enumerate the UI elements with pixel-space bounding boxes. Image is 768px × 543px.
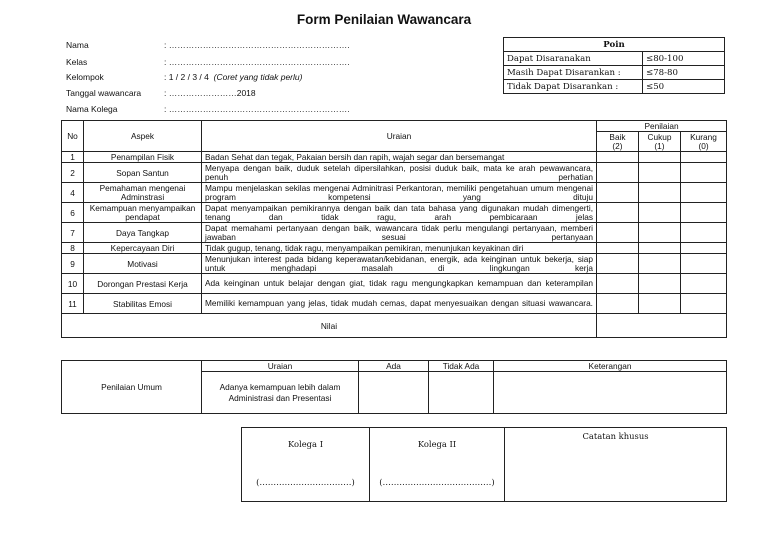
header-no: No xyxy=(62,121,84,152)
kolega-2-signature-line: (…………………………………) xyxy=(379,477,495,487)
score-cell-kurang[interactable] xyxy=(681,203,727,223)
score-cell-baik[interactable] xyxy=(597,223,639,243)
poin-row xyxy=(504,66,725,80)
field-kelompok-label: Kelompok xyxy=(66,72,104,82)
table-row xyxy=(62,274,727,294)
score-cell-cukup[interactable] xyxy=(639,163,681,183)
row-uraian: Memiliki kemampuan yang jelas, tidak mudah cemas, dapat menyesuaikan dengan situasi wawancara. xyxy=(202,294,597,314)
field-nama-kolega-value[interactable]: : ………………………………………………………. xyxy=(164,104,350,114)
header-ada: Ada xyxy=(359,361,429,372)
poin-label: Masih Dapat Disarankan : xyxy=(504,66,643,80)
row-no: 7 xyxy=(62,223,84,243)
poin-value: ≤50 xyxy=(643,80,725,94)
table-row xyxy=(62,223,727,243)
kolega-1-signature-line: (……………………………) xyxy=(256,477,355,487)
score-cell-kurang[interactable] xyxy=(681,243,727,254)
score-cell-baik[interactable] xyxy=(597,163,639,183)
field-tanggal-value[interactable]: : ……………………2018 xyxy=(164,88,256,98)
field-kelas xyxy=(66,57,350,67)
score-cell-kurang[interactable] xyxy=(681,294,727,314)
row-aspek: Motivasi xyxy=(84,254,202,274)
general-assessment-table xyxy=(61,360,727,414)
score-cell-baik[interactable] xyxy=(597,152,639,163)
table-row xyxy=(62,254,727,274)
table-row xyxy=(62,243,727,254)
row-no: 9 xyxy=(62,254,84,274)
keterangan-cell[interactable] xyxy=(494,372,727,414)
table-row xyxy=(62,152,727,163)
field-tanggal xyxy=(66,88,256,98)
general-assessment-label: Penilaian Umum xyxy=(62,361,202,414)
form-title: Form Penilaian Wawancara xyxy=(296,12,472,27)
nilai-label: Nilai xyxy=(62,314,597,338)
score-cell-baik[interactable] xyxy=(597,274,639,294)
field-kelas-label: Kelas xyxy=(66,57,88,67)
row-uraian: Menyapa dengan baik, duduk setelah dipersilahkan, posisi duduk baik, mata ke arah pewawancara, penuh perhatian xyxy=(202,163,597,183)
tidak-ada-cell[interactable] xyxy=(429,372,494,414)
row-aspek: Daya Tangkap xyxy=(84,223,202,243)
header-uraian: Uraian xyxy=(202,121,597,152)
score-cell-cukup[interactable] xyxy=(639,183,681,203)
row-uraian: Ada keinginan untuk belajar dengan giat, tidak ragu mengungkapkan kemampuan dan keterampilan xyxy=(202,274,597,294)
header-grade-cukup: Cukup (1) xyxy=(639,132,681,152)
row-aspek: Kemampuan menyampaikan pendapat xyxy=(84,203,202,223)
score-cell-cukup[interactable] xyxy=(639,152,681,163)
score-cell-cukup[interactable] xyxy=(639,294,681,314)
row-uraian: Tidak gugup, tenang, tidak ragu, menyampaikan pemikiran, menunjukan keyakinan diri xyxy=(202,243,597,254)
row-no: 1 xyxy=(62,152,84,163)
field-nama-kolega-label: Nama Kolega xyxy=(66,104,118,114)
row-uraian: Menunjukan interest pada bidang keperawatan/kebidanan, energik, ada keinginan untuk bekerja, siap untuk menghadapi masalah di lingkungan kerja xyxy=(202,254,597,274)
row-uraian: Dapat memahami pertanyaan dengan baik, wawancara tidak perlu mengulangi pertanyaan, memberi jawaban sesuai pertanyaan xyxy=(202,223,597,243)
poin-table xyxy=(503,37,725,94)
field-kelompok-note: (Coret yang tidak perlu) xyxy=(213,72,303,82)
field-kelas-value[interactable]: : ………………………………………………………. xyxy=(164,57,350,67)
header-uraian-umum: Uraian xyxy=(202,361,359,372)
kolega-1-label: Kolega I xyxy=(287,439,324,449)
score-cell-kurang[interactable] xyxy=(681,163,727,183)
kolega-table xyxy=(241,427,727,502)
table-row xyxy=(62,183,727,203)
row-aspek: Dorongan Prestasi Kerja xyxy=(84,274,202,294)
field-nama xyxy=(66,40,350,50)
poin-row xyxy=(504,52,725,66)
score-cell-baik[interactable] xyxy=(597,183,639,203)
row-no: 6 xyxy=(62,203,84,223)
nilai-row xyxy=(62,314,727,338)
poin-value: ≤80-100 xyxy=(643,52,725,66)
field-nama-kolega xyxy=(66,104,350,114)
score-cell-kurang[interactable] xyxy=(681,254,727,274)
header-keterangan: Keterangan xyxy=(494,361,727,372)
row-aspek: Sopan Santun xyxy=(84,163,202,183)
header-grade-baik: Baik (2) xyxy=(597,132,639,152)
row-no: 10 xyxy=(62,274,84,294)
nilai-total-cell[interactable] xyxy=(597,314,727,338)
row-aspek: Stabilitas Emosi xyxy=(84,294,202,314)
table-row xyxy=(62,294,727,314)
kolega-2-label: Kolega II xyxy=(417,439,457,449)
table-row xyxy=(62,163,727,183)
header-penilaian: Penilaian xyxy=(597,121,727,132)
field-nama-label: Nama xyxy=(66,40,89,50)
field-tanggal-label: Tanggal wawancara xyxy=(66,88,142,98)
poin-header: Poin xyxy=(504,38,725,52)
row-no: 8 xyxy=(62,243,84,254)
header-grade-kurang: Kurang (0) xyxy=(681,132,727,152)
score-cell-baik[interactable] xyxy=(597,203,639,223)
row-no: 2 xyxy=(62,163,84,183)
score-cell-cukup[interactable] xyxy=(639,254,681,274)
poin-label: Dapat Disaranakan xyxy=(504,52,643,66)
field-kelompok-value[interactable]: : 1 / 2 / 3 / 4 xyxy=(164,72,209,82)
field-nama-value[interactable]: : ………………………………………………………. xyxy=(164,40,350,50)
general-uraian-text: Adanya kemampuan lebih dalam Administrasi dan Presentasi xyxy=(202,372,359,414)
score-cell-cukup[interactable] xyxy=(639,203,681,223)
ada-cell[interactable] xyxy=(359,372,429,414)
table-row xyxy=(62,203,727,223)
assessment-table xyxy=(61,120,727,338)
score-cell-kurang[interactable] xyxy=(681,274,727,294)
field-kelompok xyxy=(66,72,302,82)
poin-row xyxy=(504,80,725,94)
header-aspek: Aspek xyxy=(84,121,202,152)
row-aspek: Penampilan Fisik xyxy=(84,152,202,163)
catatan-khusus-label: Catatan khusus xyxy=(582,431,649,441)
poin-label: Tidak Dapat Disarankan : xyxy=(504,80,643,94)
row-uraian: Badan Sehat dan tegak, Pakaian bersih dan rapih, wajah segar dan bersemangat xyxy=(202,152,597,163)
score-cell-baik[interactable] xyxy=(597,254,639,274)
kolega-2-cell[interactable] xyxy=(370,428,505,502)
header-tidak-ada: Tidak Ada xyxy=(429,361,494,372)
score-cell-baik[interactable] xyxy=(597,243,639,254)
score-cell-baik[interactable] xyxy=(597,294,639,314)
row-uraian: Mampu menjelaskan sekilas mengenai Adminitrasi Perkantoran, memiliki pengetahuan umum mengenai program kompetensi yang dituju xyxy=(202,183,597,203)
score-cell-kurang[interactable] xyxy=(681,152,727,163)
kolega-1-cell[interactable] xyxy=(242,428,370,502)
row-aspek: Pemahaman mengenai Adminstrasi xyxy=(84,183,202,203)
score-cell-kurang[interactable] xyxy=(681,183,727,203)
poin-value: ≤78-80 xyxy=(643,66,725,80)
row-no: 11 xyxy=(62,294,84,314)
row-aspek: Kepercayaan Diri xyxy=(84,243,202,254)
row-no: 4 xyxy=(62,183,84,203)
score-cell-cukup[interactable] xyxy=(639,243,681,254)
score-cell-cukup[interactable] xyxy=(639,274,681,294)
score-cell-cukup[interactable] xyxy=(639,223,681,243)
row-uraian: Dapat menyampaikan pemikirannya dengan baik dan tata bahasa yang digunakan mudah dimengerti, tenang dan tidak ragu, arah pembicaraan jelas xyxy=(202,203,597,223)
score-cell-kurang[interactable] xyxy=(681,223,727,243)
catatan-khusus-cell[interactable] xyxy=(505,428,727,502)
